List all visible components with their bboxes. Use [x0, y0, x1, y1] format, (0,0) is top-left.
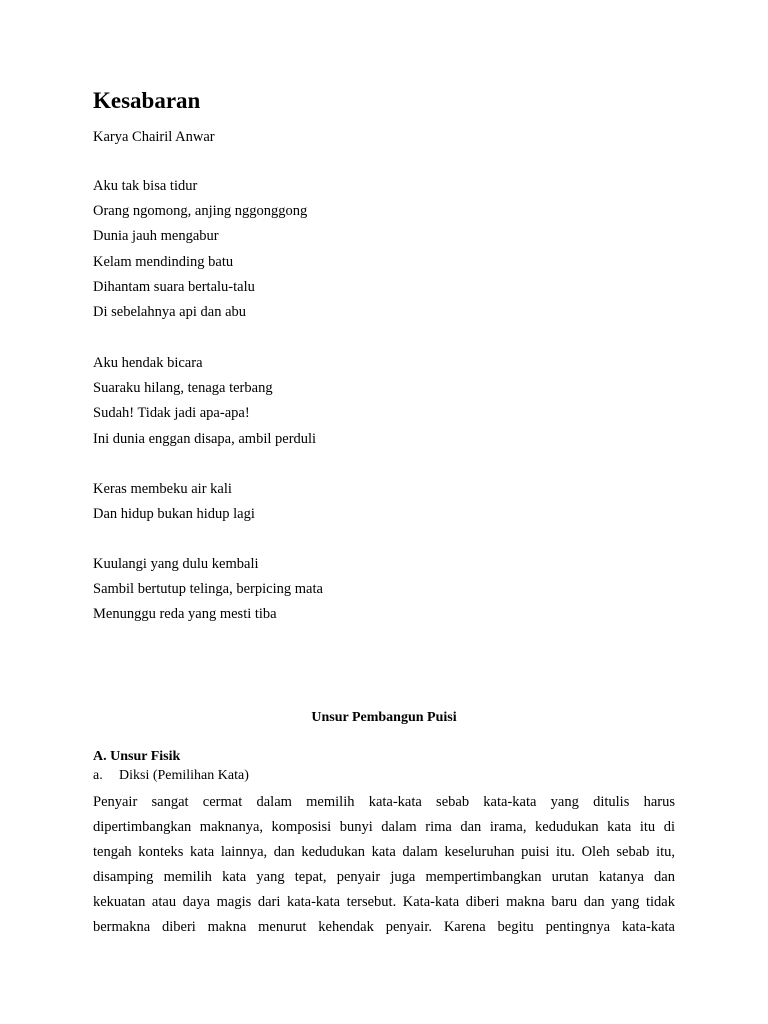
paragraph-line: dipertimbangkan maknanya, komposisi bunyi dalam rima dan irama, kedudukan kata itu di: [93, 819, 675, 835]
paragraph-line: kekuatan atau daya magis dari kata-kata tersebut. Kata-kata diberi makna baru dan yang tidak: [93, 894, 675, 910]
stanza-3: [93, 477, 255, 527]
poem-line: Keras membeku air kali: [93, 481, 232, 497]
stanza-2: [93, 351, 316, 452]
list-marker: a.: [93, 768, 103, 783]
poem-line: Kelam mendinding batu: [93, 253, 234, 270]
poem-author: Karya Chairil Anwar: [93, 129, 215, 145]
paragraph-line: tengah konteks kata lainnya, dan kedudukan kata dalam keseluruhan puisi itu. Oleh sebab itu,: [93, 844, 675, 860]
poem-line: Orang ngomong, anjing nggonggong: [93, 203, 308, 220]
poem-line: Dunia jauh mengabur: [93, 228, 219, 245]
poem-line: Sambil bertutup telinga, berpicing mata: [93, 581, 323, 598]
poem-line: Dan hidup bukan hidup lagi: [93, 506, 255, 523]
poem-line: Sudah! Tidak jadi apa-apa!: [93, 405, 250, 422]
body-paragraph: [93, 790, 675, 940]
paragraph-line: Penyair sangat cermat dalam memilih kata-kata sebab kata-kata yang ditulis harus: [93, 794, 675, 810]
poem-title: Kesabaran: [93, 88, 201, 113]
poem-line: Aku hendak bicara: [93, 355, 203, 371]
poem-line: Suaraku hilang, tenaga terbang: [93, 380, 273, 397]
section-title: Unsur Pembangun Puisi: [311, 710, 457, 725]
poem-line: Kuulangi yang dulu kembali: [93, 556, 259, 572]
poem-line: Ini dunia enggan disapa, ambil perduli: [93, 430, 317, 447]
paragraph-line: bermakna diberi makna menurut kehendak penyair. Karena begitu pentingnya kata-kata: [93, 919, 675, 935]
stanza-4: [93, 552, 323, 628]
subsection-heading: A. Unsur Fisik: [93, 749, 181, 764]
list-item-label: Diksi (Pemilihan Kata): [119, 768, 249, 783]
poem-line: Aku tak bisa tidur: [93, 178, 198, 194]
list-item-diksi: [93, 766, 249, 786]
poem-line: Di sebelahnya api dan abu: [93, 303, 247, 320]
paragraph-line: disamping memilih kata yang tepat, penyair juga mempertimbangkan urutan katanya dan: [93, 869, 675, 885]
poem-line: Dihantam suara bertalu-talu: [93, 278, 255, 295]
poem-line: Menunggu reda yang mesti tiba: [93, 606, 277, 623]
stanza-1: [93, 174, 307, 325]
